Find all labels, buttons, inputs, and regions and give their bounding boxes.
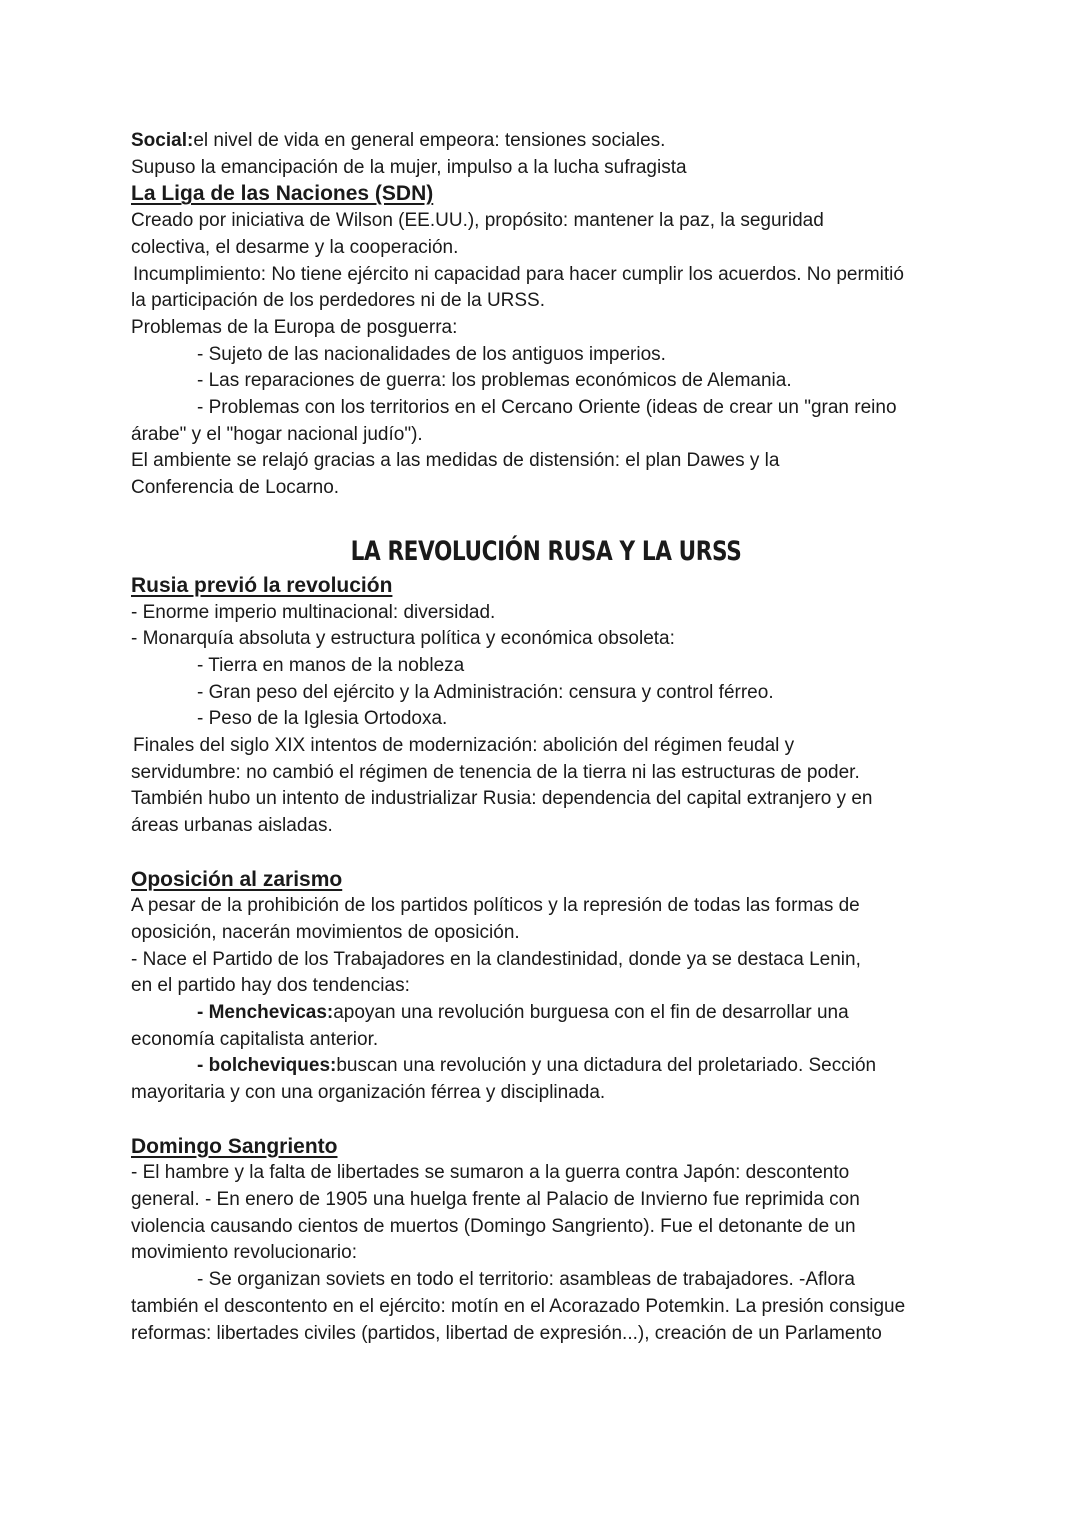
liga-bullet-3: - Problemas con los territorios en el Cercano Oriente (ideas de crear un "gran reino (197, 397, 897, 419)
spacer (131, 1107, 961, 1134)
domingo-heading: Domingo Sangriento (131, 1134, 338, 1158)
social-label: Social: (131, 130, 194, 151)
social-paragraph (131, 128, 961, 155)
oposicion-heading: Oposición al zarismo (131, 867, 343, 891)
rusia-line-1: - Enorme imperio multinacional: diversidad. (131, 601, 496, 623)
oposicion-line-1: A pesar de la prohibición de los partidos políticos y la represión de todas las formas de (131, 895, 860, 917)
bolcheviques-text: buscan una revolución y una dictadura del proletariado. Sección (336, 1055, 877, 1077)
liga-line-3: Incumplimiento: No tiene ejército ni capacidad para hacer cumplir los acuerdos. No permitió (133, 263, 904, 285)
oposicion-line-3: - Nace el Partido de los Trabajadores en la clandestinidad, donde ya se destaca Lenin, (131, 948, 861, 970)
rusia-line-4: servidumbre: no cambió el régimen de tenencia de la tierra ni las estructuras de poder. (131, 761, 860, 783)
social-line-2: Supuso la emancipación de la mujer, impulso a la lucha sufragista (131, 156, 687, 178)
mencheviques-cont: economía capitalista anterior. (131, 1028, 379, 1050)
domingo-line-1: - El hambre y la falta de libertades se sumaron a la guerra contra Japón: descontento (131, 1162, 850, 1184)
domingo-line-6: reformas: libertades civiles (partidos, libertad de expresión...), creación de un Parlamento (131, 1322, 882, 1344)
domingo-line-3: violencia causando cientos de muertos (Domingo Sangriento). Fue el detonante de un (131, 1215, 856, 1237)
liga-line-1: Creado por iniciativa de Wilson (EE.UU.), propósito: mantener la paz, la seguridad (131, 210, 824, 232)
mencheviques-item (131, 1000, 961, 1027)
liga-bullet-1: - Sujeto de las nacionalidades de los antiguos imperios. (197, 343, 666, 365)
oposicion-line-2: oposición, nacerán movimientos de oposición. (131, 921, 520, 943)
document-page (131, 128, 961, 1347)
rusia-line-6: áreas urbanas aisladas. (131, 815, 333, 837)
liga-line-4: la participación de los perdedores ni de la URSS. (131, 290, 546, 312)
liga-line-5: Problemas de la Europa de posguerra: (131, 316, 458, 338)
oposicion-line-4: en el partido hay dos tendencias: (131, 975, 410, 997)
domingo-line-2: general. - En enero de 1905 una huelga frente al Palacio de Invierno fue reprimida con (131, 1188, 860, 1210)
rusia-line-3: Finales del siglo XIX intentos de modernización: abolición del régimen feudal y (133, 735, 795, 757)
rusia-line-5: También hubo un intento de industrializar Rusia: dependencia del capital extranjero y en (131, 788, 873, 810)
liga-heading: La Liga de las Naciones (SDN) (131, 182, 434, 206)
rusia-heading: Rusia previó la revolución (131, 573, 393, 597)
social-text: el nivel de vida en general empeora: tensiones sociales. (193, 130, 666, 151)
liga-line-7: Conferencia de Locarno. (131, 477, 340, 499)
domingo-bullet-1: - Se organizan soviets en todo el territorio: asambleas de trabajadores. -Aflora (197, 1269, 855, 1291)
liga-line-2: colectiva, el desarme y la cooperación. (131, 236, 459, 258)
spacer (131, 840, 961, 867)
domingo-line-5: también el descontento en el ejército: motín en el Acorazado Potemkin. La presión consigue (131, 1295, 906, 1317)
rusia-bullet-1: - Tierra en manos de la nobleza (197, 654, 465, 676)
bolcheviques-cont: mayoritaria y con una organización férrea y disciplinada. (131, 1082, 606, 1104)
liga-bullet-2: - Las reparaciones de guerra: los problemas económicos de Alemania. (197, 370, 792, 392)
domingo-line-4: movimiento revolucionario: (131, 1242, 357, 1264)
rusia-bullet-3: - Peso de la Iglesia Ortodoxa. (197, 708, 448, 730)
mencheviques-text: apoyan una revolución burguesa con el fin de desarrollar una (333, 1002, 849, 1024)
liga-bullet-3-cont: árabe" y el "hogar nacional judío"). (131, 423, 423, 445)
bolcheviques-label: - bolcheviques: (197, 1055, 337, 1077)
mencheviques-label: - Menchevicas: (197, 1002, 334, 1024)
liga-line-6: El ambiente se relajó gracias a las medidas de distensión: el plan Dawes y la (131, 450, 780, 472)
rusia-bullet-2: - Gran peso del ejército y la Administración: censura y control férreo. (197, 681, 774, 703)
section-title: LA REVOLUCIÓN RUSA Y LA URSS (350, 535, 742, 567)
rusia-line-2: - Monarquía absoluta y estructura política y económica obsoleta: (131, 628, 675, 650)
bolcheviques-item (131, 1053, 961, 1080)
